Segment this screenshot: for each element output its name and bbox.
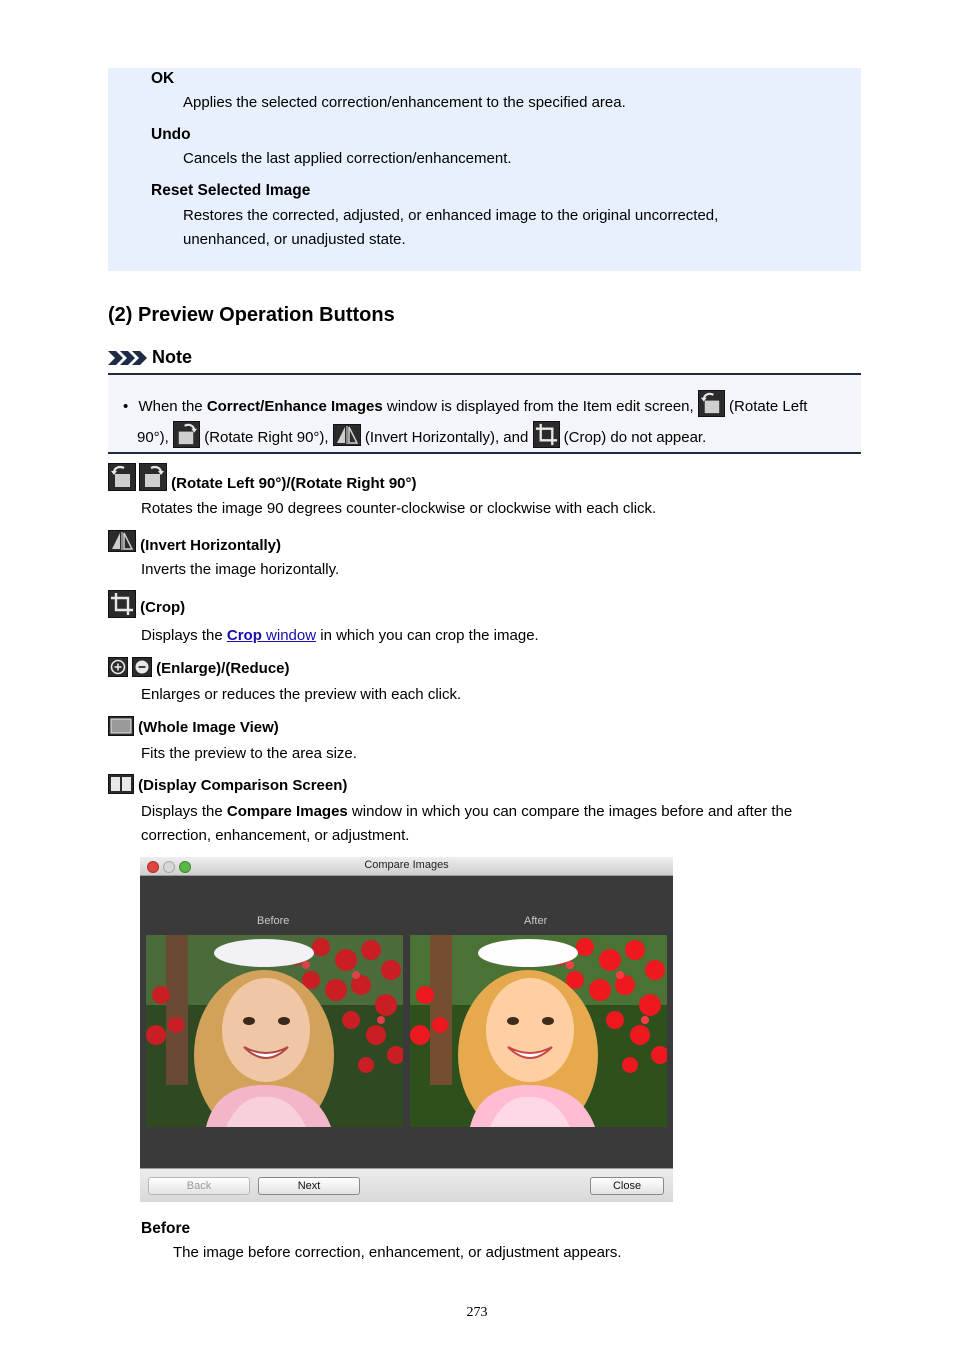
term-before: Before xyxy=(141,1220,191,1237)
item-whole-title-row xyxy=(108,716,279,736)
crop-link-text: window xyxy=(261,627,317,644)
item-rotate-title-row xyxy=(108,463,417,492)
next-button[interactable]: Next xyxy=(258,1177,360,1195)
item-zoom-desc: Enlarges or reduces the preview with each click. xyxy=(141,686,462,703)
compare-images-window xyxy=(140,857,673,1202)
section-heading: (2) Preview Operation Buttons xyxy=(108,304,395,326)
window-button-bar xyxy=(140,1168,673,1202)
desc-reset-line1: Restores the corrected, adjusted, or enhanced image to the original uncorrected, xyxy=(183,207,719,224)
desc-ok: Applies the selected correction/enhancement to the specified area. xyxy=(183,94,626,111)
item-whole-desc: Fits the preview to the area size. xyxy=(141,745,357,762)
enlarge-icon xyxy=(108,657,128,677)
invert-icon xyxy=(333,424,361,446)
window-titlebar xyxy=(140,857,673,876)
after-image xyxy=(410,935,667,1127)
term-reset: Reset Selected Image xyxy=(151,182,311,199)
desc-undo: Cancels the last applied correction/enhancement. xyxy=(183,150,512,167)
desc-reset-line2: unenhanced, or unadjusted state. xyxy=(183,231,406,248)
after-label: After xyxy=(524,915,548,927)
note-box xyxy=(108,373,861,454)
note-text-c: (Rotate Left xyxy=(724,398,808,415)
reduce-icon xyxy=(132,657,152,677)
desc-before: The image before correction, enhancement, or adjustment appears. xyxy=(173,1244,622,1261)
compare-desc-bold: Compare Images xyxy=(226,803,348,820)
note-text-e: (Rotate Right 90°), xyxy=(200,429,329,446)
item-compare-desc-line2: correction, enhancement, or adjustment. xyxy=(141,827,410,844)
window-title: Compare Images xyxy=(364,859,449,871)
rotate-right-icon xyxy=(139,463,167,491)
comparison-screen-icon xyxy=(108,774,134,794)
item-zoom-title: (Enlarge)/(Reduce) xyxy=(156,660,290,677)
note-label: Note xyxy=(152,347,192,367)
note-text-f: (Invert Horizontally), and xyxy=(360,429,529,446)
note-text-bold: Correct/Enhance Images xyxy=(206,398,383,415)
page-number: 273 xyxy=(466,1305,488,1320)
note-text-g: (Crop) do not appear. xyxy=(559,429,707,446)
compare-desc-a: Displays the xyxy=(141,803,227,820)
note-text-a: When the xyxy=(138,398,207,415)
crop-window-link[interactable] xyxy=(227,627,316,644)
item-whole-title: (Whole Image View) xyxy=(138,719,279,736)
note-line-2 xyxy=(137,421,706,448)
before-image xyxy=(146,935,403,1127)
crop-desc-a: Displays the xyxy=(141,627,227,644)
item-rotate-title: (Rotate Left 90°)/(Rotate Right 90°) xyxy=(171,475,417,492)
invert-icon xyxy=(108,530,136,552)
compare-desc-b: window in which you can compare the images before and after the xyxy=(347,803,793,820)
item-compare-desc-line1 xyxy=(141,803,792,820)
note-bullet: • xyxy=(123,398,129,415)
note-text-b: window is displayed from the Item edit screen, xyxy=(382,398,694,415)
rotate-left-icon xyxy=(698,390,725,417)
crop-icon xyxy=(533,421,560,448)
item-invert-title: (Invert Horizontally) xyxy=(140,537,282,554)
note-line-1 xyxy=(123,390,807,417)
back-button[interactable]: Back xyxy=(148,1177,250,1195)
item-invert-title-row xyxy=(108,530,281,554)
note-header xyxy=(108,346,861,372)
item-crop-title-row xyxy=(108,590,185,618)
note-text-d: 90°), xyxy=(137,429,169,446)
term-ok: OK xyxy=(151,70,175,87)
item-crop-desc xyxy=(141,627,539,644)
crop-link-bold: Crop xyxy=(226,627,262,644)
item-invert-desc: Inverts the image horizontally. xyxy=(141,561,340,578)
close-button[interactable]: Close xyxy=(590,1177,664,1195)
term-undo: Undo xyxy=(151,126,191,143)
item-compare-title: (Display Comparison Screen) xyxy=(138,777,348,794)
before-label: Before xyxy=(257,915,290,927)
item-rotate-desc: Rotates the image 90 degrees counter-clockwise or clockwise with each click. xyxy=(141,500,657,517)
item-zoom-title-row xyxy=(108,657,290,677)
item-crop-title: (Crop) xyxy=(140,599,186,616)
note-arrows-icon xyxy=(108,349,148,367)
rotate-right-icon xyxy=(173,421,200,448)
crop-desc-b: in which you can crop the image. xyxy=(316,627,539,644)
whole-image-icon xyxy=(108,716,134,736)
crop-icon xyxy=(108,590,136,618)
item-compare-title-row xyxy=(108,774,347,794)
rotate-left-icon xyxy=(108,463,136,491)
